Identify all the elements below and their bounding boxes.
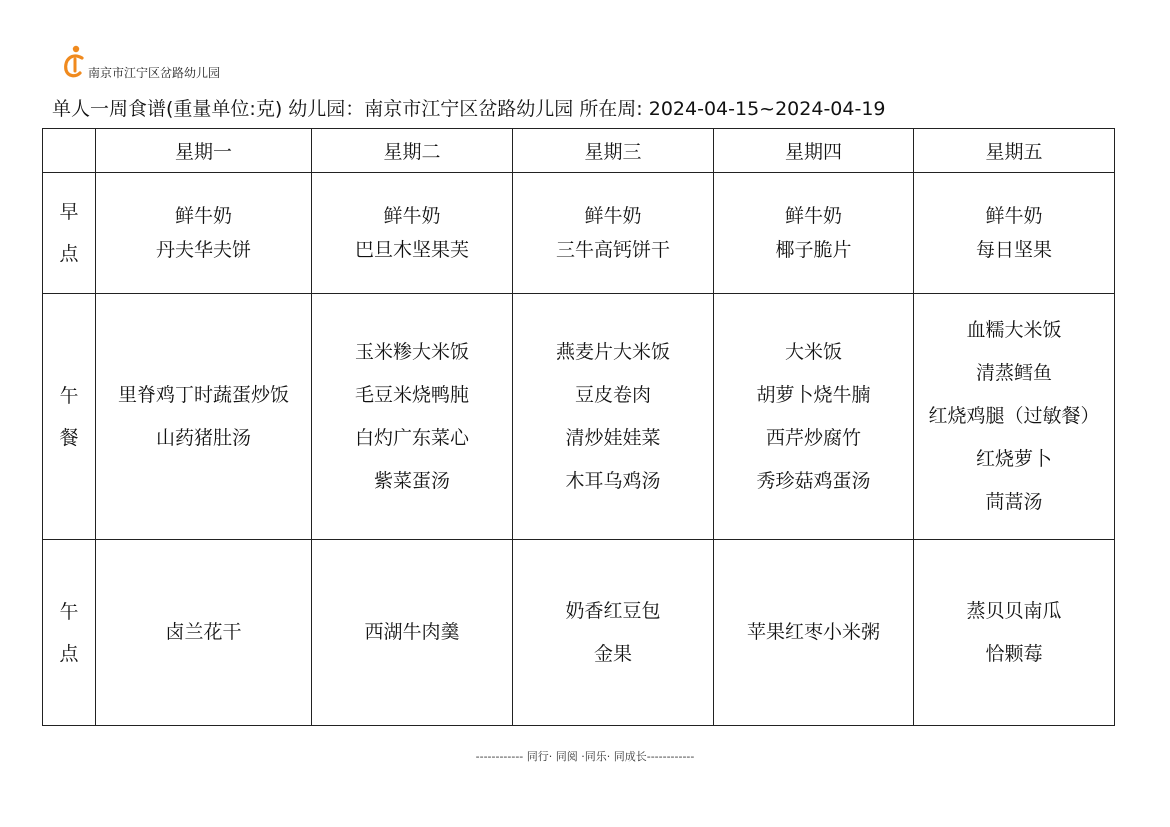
meal-label-char: 点 bbox=[59, 642, 79, 665]
dish: 鲜牛奶 bbox=[784, 205, 842, 227]
dish: 清炒娃娃菜 bbox=[565, 426, 661, 449]
menu-title: 单人一周食谱(重量单位:克) 幼儿园：南京市江宁区岔路幼儿园 所在周: 2024-04-15~2024-04-19 bbox=[52, 98, 886, 120]
menu-cell bbox=[914, 294, 1115, 540]
dish: 红烧萝卜 bbox=[975, 448, 1052, 470]
dish: 胡萝卜烧牛腩 bbox=[756, 383, 871, 406]
dish: 丹夫华夫饼 bbox=[155, 239, 251, 261]
menu-cell bbox=[96, 540, 312, 726]
header-row bbox=[43, 129, 1115, 173]
corner-cell bbox=[43, 129, 96, 173]
meal-label bbox=[43, 294, 96, 540]
menu-cell bbox=[714, 294, 914, 540]
dish: 蒸贝贝南瓜 bbox=[966, 599, 1062, 622]
dish: 山药猪肚汤 bbox=[155, 426, 251, 449]
footer-slogan: ------------ 同行· 同阅 ·同乐· 同成长------------ bbox=[475, 750, 695, 763]
day-header: 星期三 bbox=[513, 129, 714, 173]
kindergarten-logo-icon bbox=[62, 44, 88, 78]
dish: 红烧鸡腿（过敏餐） bbox=[928, 405, 1100, 427]
dish: 里脊鸡丁时蔬蛋炒饭 bbox=[117, 383, 289, 406]
menu-cell bbox=[513, 173, 714, 294]
meal-label-char: 点 bbox=[59, 243, 79, 265]
menu-cell bbox=[914, 540, 1115, 726]
school-logo bbox=[62, 44, 282, 80]
day-header: 星期四 bbox=[714, 129, 914, 173]
menu-cell bbox=[96, 173, 312, 294]
meal-label bbox=[43, 173, 96, 294]
dish: 毛豆米烧鸭肫 bbox=[354, 383, 469, 406]
menu-cell bbox=[714, 173, 914, 294]
dish: 木耳乌鸡汤 bbox=[565, 469, 661, 492]
dish: 秀珍菇鸡蛋汤 bbox=[756, 469, 871, 492]
dish: 卤兰花干 bbox=[165, 621, 242, 643]
dish: 豆皮卷肉 bbox=[574, 383, 651, 406]
dish: 燕麦片大米饭 bbox=[555, 340, 670, 363]
menu-cell bbox=[714, 540, 914, 726]
dish: 奶香红豆包 bbox=[565, 599, 661, 622]
dish: 三牛高钙饼干 bbox=[555, 239, 670, 261]
dish: 巴旦木坚果芙 bbox=[354, 239, 469, 261]
dish: 白灼广东菜心 bbox=[354, 426, 469, 449]
dish: 鲜牛奶 bbox=[383, 205, 441, 227]
meal-row-lunch bbox=[43, 294, 1115, 540]
dish: 西湖牛肉羹 bbox=[364, 621, 460, 643]
dish: 西芹炒腐竹 bbox=[765, 426, 861, 449]
dish: 血糯大米饭 bbox=[966, 319, 1062, 341]
dish: 清蒸鳕鱼 bbox=[975, 362, 1052, 384]
day-header: 星期一 bbox=[96, 129, 312, 173]
menu-cell bbox=[312, 294, 513, 540]
dish: 金果 bbox=[593, 642, 632, 665]
menu-cell bbox=[312, 173, 513, 294]
menu-cell bbox=[312, 540, 513, 726]
meal-label-char: 午 bbox=[59, 384, 79, 407]
meal-row-afternoon-snack bbox=[43, 540, 1115, 726]
dish: 椰子脆片 bbox=[775, 239, 852, 261]
dish: 苹果红枣小米粥 bbox=[746, 621, 880, 643]
menu-cell bbox=[513, 540, 714, 726]
dish: 玉米糁大米饭 bbox=[354, 340, 469, 363]
menu-cell bbox=[914, 173, 1115, 294]
dish: 恰颗莓 bbox=[985, 642, 1043, 665]
meal-label bbox=[43, 540, 96, 726]
day-header: 星期二 bbox=[312, 129, 513, 173]
menu-cell bbox=[96, 294, 312, 540]
dish: 鲜牛奶 bbox=[584, 205, 642, 227]
meal-label-char: 午 bbox=[59, 600, 79, 623]
dish: 茼蒿汤 bbox=[985, 491, 1043, 513]
menu-cell bbox=[513, 294, 714, 540]
dish: 每日坚果 bbox=[975, 239, 1052, 261]
dish: 大米饭 bbox=[784, 340, 842, 363]
meal-label-char: 早 bbox=[59, 201, 79, 223]
weekly-menu-table bbox=[42, 128, 1115, 726]
dish: 紫菜蛋汤 bbox=[373, 469, 450, 492]
dish: 鲜牛奶 bbox=[985, 205, 1043, 227]
meal-label-char: 餐 bbox=[59, 426, 79, 449]
meal-row-breakfast bbox=[43, 173, 1115, 294]
logo-school-name: 南京市江宁区岔路幼儿园 bbox=[88, 66, 221, 80]
day-header: 星期五 bbox=[914, 129, 1115, 173]
dish: 鲜牛奶 bbox=[174, 205, 232, 227]
